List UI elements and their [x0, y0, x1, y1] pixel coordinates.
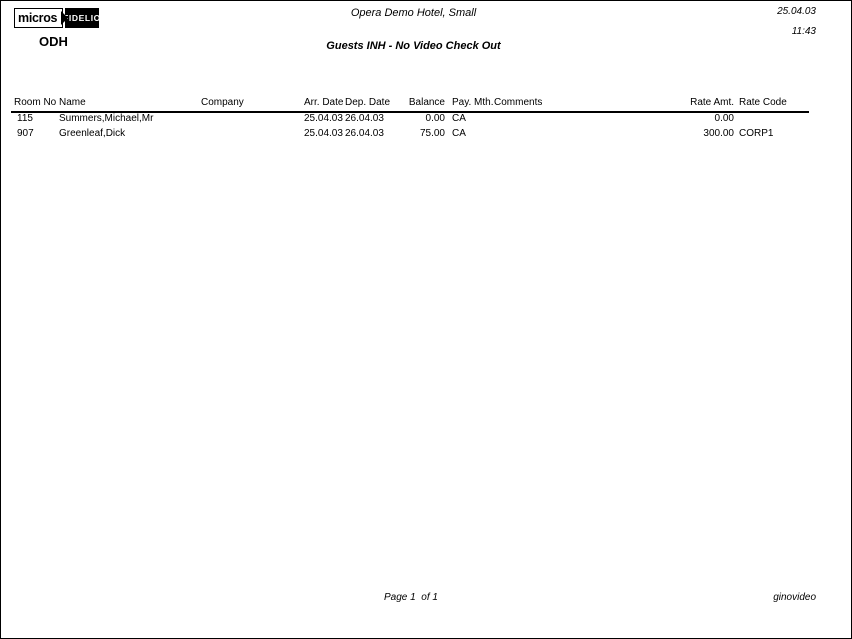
report-time: 11:43: [791, 26, 816, 37]
cell-rate-amt: 0.00: [714, 113, 734, 124]
cell-arr-date: 25.04.03: [304, 128, 343, 139]
cell-room-no: 907: [17, 128, 34, 139]
cell-balance: 75.00: [419, 128, 445, 139]
column-header-rate-amt: Rate Amt.: [690, 97, 734, 108]
hotel-name: Opera Demo Hotel, Small: [350, 7, 477, 19]
fidelio-wordmark: FIDELIO: [63, 13, 101, 23]
page-number: Page 1 of 1: [384, 592, 438, 603]
table-header-row: [1, 97, 852, 109]
column-header-company: Company: [201, 97, 244, 108]
footer-user: ginovideo: [773, 592, 816, 603]
column-header-name: Name: [59, 97, 86, 108]
column-header-arr-date: Arr. Date: [304, 97, 344, 108]
cell-pay-mth: CA: [452, 128, 466, 139]
table-row: [1, 128, 852, 140]
cell-name: Greenleaf,Dick: [59, 128, 126, 139]
cell-pay-mth: CA: [452, 113, 466, 124]
cell-room-no: 115: [17, 113, 33, 124]
cell-rate-amt: 300.00: [703, 128, 734, 139]
column-header-comments: Comments: [494, 97, 543, 108]
column-header-rate-code: Rate Code: [739, 97, 787, 108]
report-date: 25.04.03: [777, 6, 816, 17]
cell-name: Summers,Michael,Mr: [59, 113, 154, 124]
micros-wordmark: micros: [18, 11, 58, 25]
property-code: ODH: [39, 34, 68, 49]
column-header-balance: Balance: [408, 97, 445, 108]
column-header-room-no: Room No: [14, 97, 57, 108]
cell-arr-date: 25.04.03: [304, 113, 343, 124]
cell-dep-date: 26.04.03: [345, 128, 384, 139]
table-row: [1, 113, 852, 125]
column-header-pay-mth: Pay. Mth.: [452, 97, 494, 108]
report-title: Guests INH - No Video Check Out: [326, 40, 501, 52]
column-header-dep-date: Dep. Date: [345, 97, 391, 108]
chevron-right-icon: [61, 11, 68, 25]
cell-dep-date: 26.04.03: [345, 113, 384, 124]
cell-rate-code: CORP1: [739, 128, 774, 139]
cell-balance: 0.00: [425, 113, 445, 124]
